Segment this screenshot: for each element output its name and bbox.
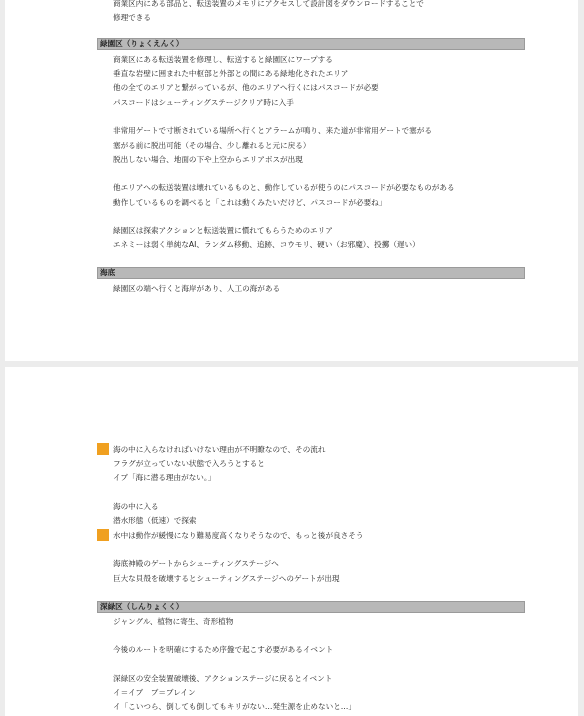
body-text-line: 緑園区の端へ行くと海岸があり、人工の海がある <box>113 284 281 293</box>
body-text-line: 海の中に入らなければいけない理由が不明瞭なので、その流れ <box>113 445 326 454</box>
section-header-ryokuen <box>97 38 525 50</box>
body-text-line: 他エリアへの転送装置は壊れているものと、動作しているが使うのにパスコードが必要なものがある <box>113 183 455 192</box>
highlight-marker <box>97 529 109 541</box>
body-text-line: 動作しているものを調べると「これは動くみたいだけど、パスコードが必要ね」 <box>113 198 387 207</box>
section-title: 海底 <box>100 268 116 277</box>
body-text-line: 海底神殿のゲートからシューティングステージへ <box>113 559 279 568</box>
body-text-line: 潜水形態（低速）で探索 <box>113 516 197 525</box>
body-text-line: イブ「海に潜る理由がない。」 <box>113 473 216 482</box>
body-text-line: 巨大な貝殻を破壊するとシューティングステージへのゲートが出現 <box>113 574 340 583</box>
body-text-line: 水中は動作が緩慢になり難易度高くなりそうなので、もっと後が良さそう <box>113 531 364 540</box>
section-title: 緑園区（りょくえんく） <box>100 39 184 48</box>
body-text-line: 他の全てのエリアと繋がっているが、他のエリアへ行くにはパスコードが必要 <box>113 83 379 92</box>
body-text-line: ジャングル、植物に寄生、奇形植物 <box>113 617 234 626</box>
document-page-1 <box>5 0 578 361</box>
body-text-line: イ「こいつら、倒しても倒してもキリがない…発生源を止めないと…」 <box>113 702 356 711</box>
body-text-line: 垂直な岩壁に囲まれた中枢部と外部との間にある緑地化されたエリア <box>113 69 349 78</box>
body-text-line: 海の中に入る <box>113 502 159 511</box>
body-text-line: 深緑区の安全装置破壊後、アクションステージに戻るとイベント <box>113 674 333 683</box>
body-text-line: エネミーは弱く単純なAI、ランダム移動、追跡、コウモリ、硬い（お邪魔）、投擲（遅い） <box>113 240 420 249</box>
document-page-2 <box>5 367 578 716</box>
body-text-line: パスコードはシューティングステージクリア時に入手 <box>113 98 294 107</box>
body-text-line: 今後のルートを明確にするため序盤で起こす必要があるイベント <box>113 645 334 654</box>
body-text-line: 塞がる前に脱出可能（その場合、少し離れると元に戻る） <box>113 141 311 150</box>
body-text-line: イ＝イブ ブ＝ブレイン <box>113 688 196 697</box>
body-text-line: 商業区内にある部品と、転送装置のメモリにアクセスして設計図をダウンロードすることで <box>113 0 424 8</box>
section-title: 深緑区（しんりょくく） <box>100 602 184 611</box>
body-text-line: 修理できる <box>113 13 151 22</box>
body-text-line: フラグが立っていない状態で入ろうとすると <box>113 459 265 468</box>
body-text-line: 緑園区は探索アクションと転送装置に慣れてもらうためのエリア <box>113 226 333 235</box>
section-header-shinryoku <box>97 601 525 613</box>
body-text-line: 非常用ゲートで寸断されている場所へ行くとアラームが鳴り、来た道が非常用ゲートで塞がる <box>113 126 432 135</box>
highlight-marker <box>97 443 109 455</box>
body-text-line: 商業区にある転送装置を修理し、転送すると緑園区にワープする <box>113 55 333 64</box>
body-text-line: 脱出しない場合、地面の下や上空からエリアボスが出現 <box>113 155 303 164</box>
section-header-kaitei <box>97 267 525 279</box>
